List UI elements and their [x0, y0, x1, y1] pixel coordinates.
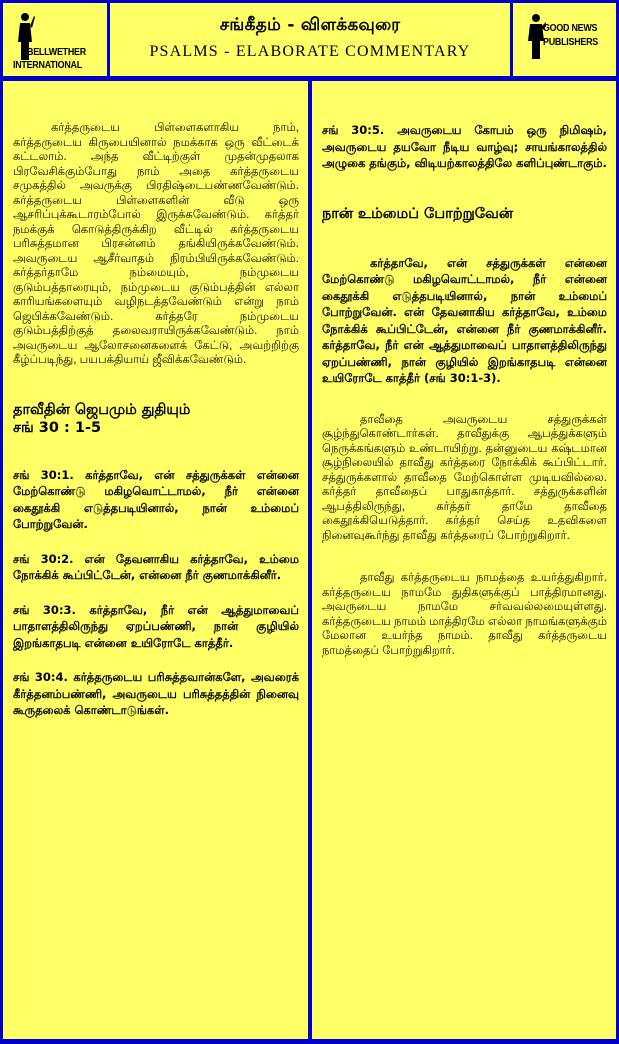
scripture-quote: கர்த்தாவே, என் சத்துருக்கள் என்னை மேற்கொண்டு மகிழவொட்டாமல், நீர் என்னை கைதூக்கி எடுத்தபடியினால், நான் உம்மைப் போற்றுவேன். என் தேவனாகிய கர்த்தாவே, உம்மை நோக்கிக் கூப்பிட்டேன், என்னை நீர் குணமாக்கினீர். கர்த்தாவே, நீர் என் ஆத்துமாவைப் பாதாளத்திலிருந்து ஏறப்பண்ணி, நான் குழியில் இறங்காதபடி என்னை உயிரோடே காத்தீர் (சங் 30:1-3). [322, 255, 607, 385]
commentary-paragraph-1: தாவீதை அவருடைய சத்துருக்கள் சூழ்ந்துகொண்டார்கள். தாவீதுக்கு ஆபத்துக்களும் நெருக்கங்களும் உண்டாயிற்று. தன்னுடைய கஷ்டமான சூழ்நிலையில் தாவீது கர்த்தரை நோக்கிக் கூப்பிட்டார். சத்துருக்களால் தாவீதை மேற்கொள்ள முடியவில்லை. கர்த்தர் தாவீதைப் பாதுகாத்தார். சத்துருக்களின் ஆபத்திலிருந்து, கர்த்தர் தாமே தாவீதை கைதூக்கியெடுத்தார். கர்த்தர் செய்த உதவிகளை நினைவுகூர்ந்து தாவீது கர்த்தரைப் போற்றுகிறார். [322, 413, 607, 542]
verse-30-5: சங் 30:5. அவருடைய கோபம் ஒரு நிமிஷம், அவருடைய தயவோ நீடிய வாழ்வு; சாயங்காலத்தில் அழுகை தங்கும், விடியற்காலத்திலே களிப்புண்டாகும். [322, 123, 607, 170]
section-heading: தாவீதின் ஜெபமும் துதியும் [13, 401, 191, 418]
title-english: PSALMS - ELABORATE COMMENTARY [149, 43, 471, 60]
bellwether-logo [3, 3, 107, 76]
section-reference: சங் 30 : 1-5 [13, 419, 102, 436]
right-column [312, 81, 616, 1039]
verse-30-1: சங் 30:1. கர்த்தாவே, என் சத்துருக்கள் என்னை மேற்கொண்டு மகிழவொட்டாமல், நீர் என்னை கைதூக்கி எடுத்தபடியினால், நான் உம்மைப் போற்றுவேன். [13, 467, 299, 531]
good-news-logo-line1: GOOD NEWS [543, 22, 598, 34]
title-tamil: சங்கீதம் - விளக்கவுரை [219, 15, 401, 35]
good-news-logo [513, 3, 616, 76]
verse-30-3: சங் 30:3. கர்த்தாவே, நீர் என் ஆத்துமாவைப் பாதாளத்திலிருந்து ஏறப்பண்ணி, நான் குழியில் இறங்காதபடி என்னை உயிரோடே காத்தீர். [13, 602, 299, 650]
verse-30-2: சங் 30:2. என் தேவனாகிய கர்த்தாவே, உம்மை நோக்கிக் கூப்பிட்டேன், என்னை நீர் குணமாக்கினீர். [13, 551, 299, 582]
subsection-heading: நான் உம்மைப் போற்றுவேன் [322, 205, 513, 222]
bellwether-logo-line2: INTERNATIONAL [13, 59, 82, 71]
page-header [3, 3, 616, 76]
intro-paragraph: கர்த்தருடைய பிள்ளைகளாகிய நாம், கர்த்தருடைய கிருபையினால் நமக்காக ஒரு வீட்டைக் கட்டலாம். அந்த வீட்டிற்குள் முதன்முதலாக பிரவேசிக்கும்போது நாம் அதை கர்த்தருடைய சமுகத்தில் அவருக்கு பிரதிஷ்டைபண்ணவேண்டும். கர்த்தருடைய பிள்ளைகளின் வீடு ஒரு ஆசரிப்புக்கூடாரம்போல் இருக்கவேண்டும். கர்த்தர் நமக்குக் கொடுத்திருக்கிற வீட்டில் கர்த்தருடைய பரிசுத்தமான பிரசன்னம் தங்கியிருக்கவேண்டும். அவருடைய ஆசீர்வாதம் நிரம்பியிருக்கவேண்டும். கர்த்தர்தாமே நம்மையும், நம்முடைய குடும்பத்தாரையும், நம்முடைய குடும்பத்தின் எல்லா காரியங்களையும் வழிநடத்தவேண்டும் என்று நாம் ஜெபிக்கவேண்டும். கர்த்தரே நம்முடைய குடும்பத்திற்குத் தலைவராயிருக்கவேண்டும். நாம் அவருடைய ஆலோசனைகளைக் கேட்டு, அவற்றிற்கு கீழ்ப்படிந்து, பயபக்தியாய் ஜீவிக்கவேண்டும். [13, 122, 299, 366]
commentary-paragraph-2: தாவீது கர்த்தருடைய நாமத்தை உயர்த்துகிறார். கர்த்தருடைய நாமமே துதிகளுக்குப் பாத்திரமானது. அவருடைய நாமமே சர்வவல்லமையுள்ளது. கர்த்தருடைய நாமம் மாத்திரமே எல்லா நாமங்களுக்கும் மேலான உயர்ந்த நாமம். தாவீது கர்த்தருடைய நாமத்தைப் போற்றுகிறார். [322, 572, 607, 657]
verse-30-4: சங் 30:4. கர்த்தருடைய பரிசுத்தவான்களே, அவரைக் கீர்த்தனம்பண்ணி, அவருடைய பரிசுத்தத்தின் நினைவு கூருதலைக் கொண்டாடுங்கள். [13, 670, 299, 717]
good-news-logo-line2: PUBLISHERS [543, 36, 598, 48]
bellwether-logo-line1: BELLWETHER [27, 46, 86, 58]
title-block [110, 3, 510, 76]
left-column [3, 81, 308, 1039]
